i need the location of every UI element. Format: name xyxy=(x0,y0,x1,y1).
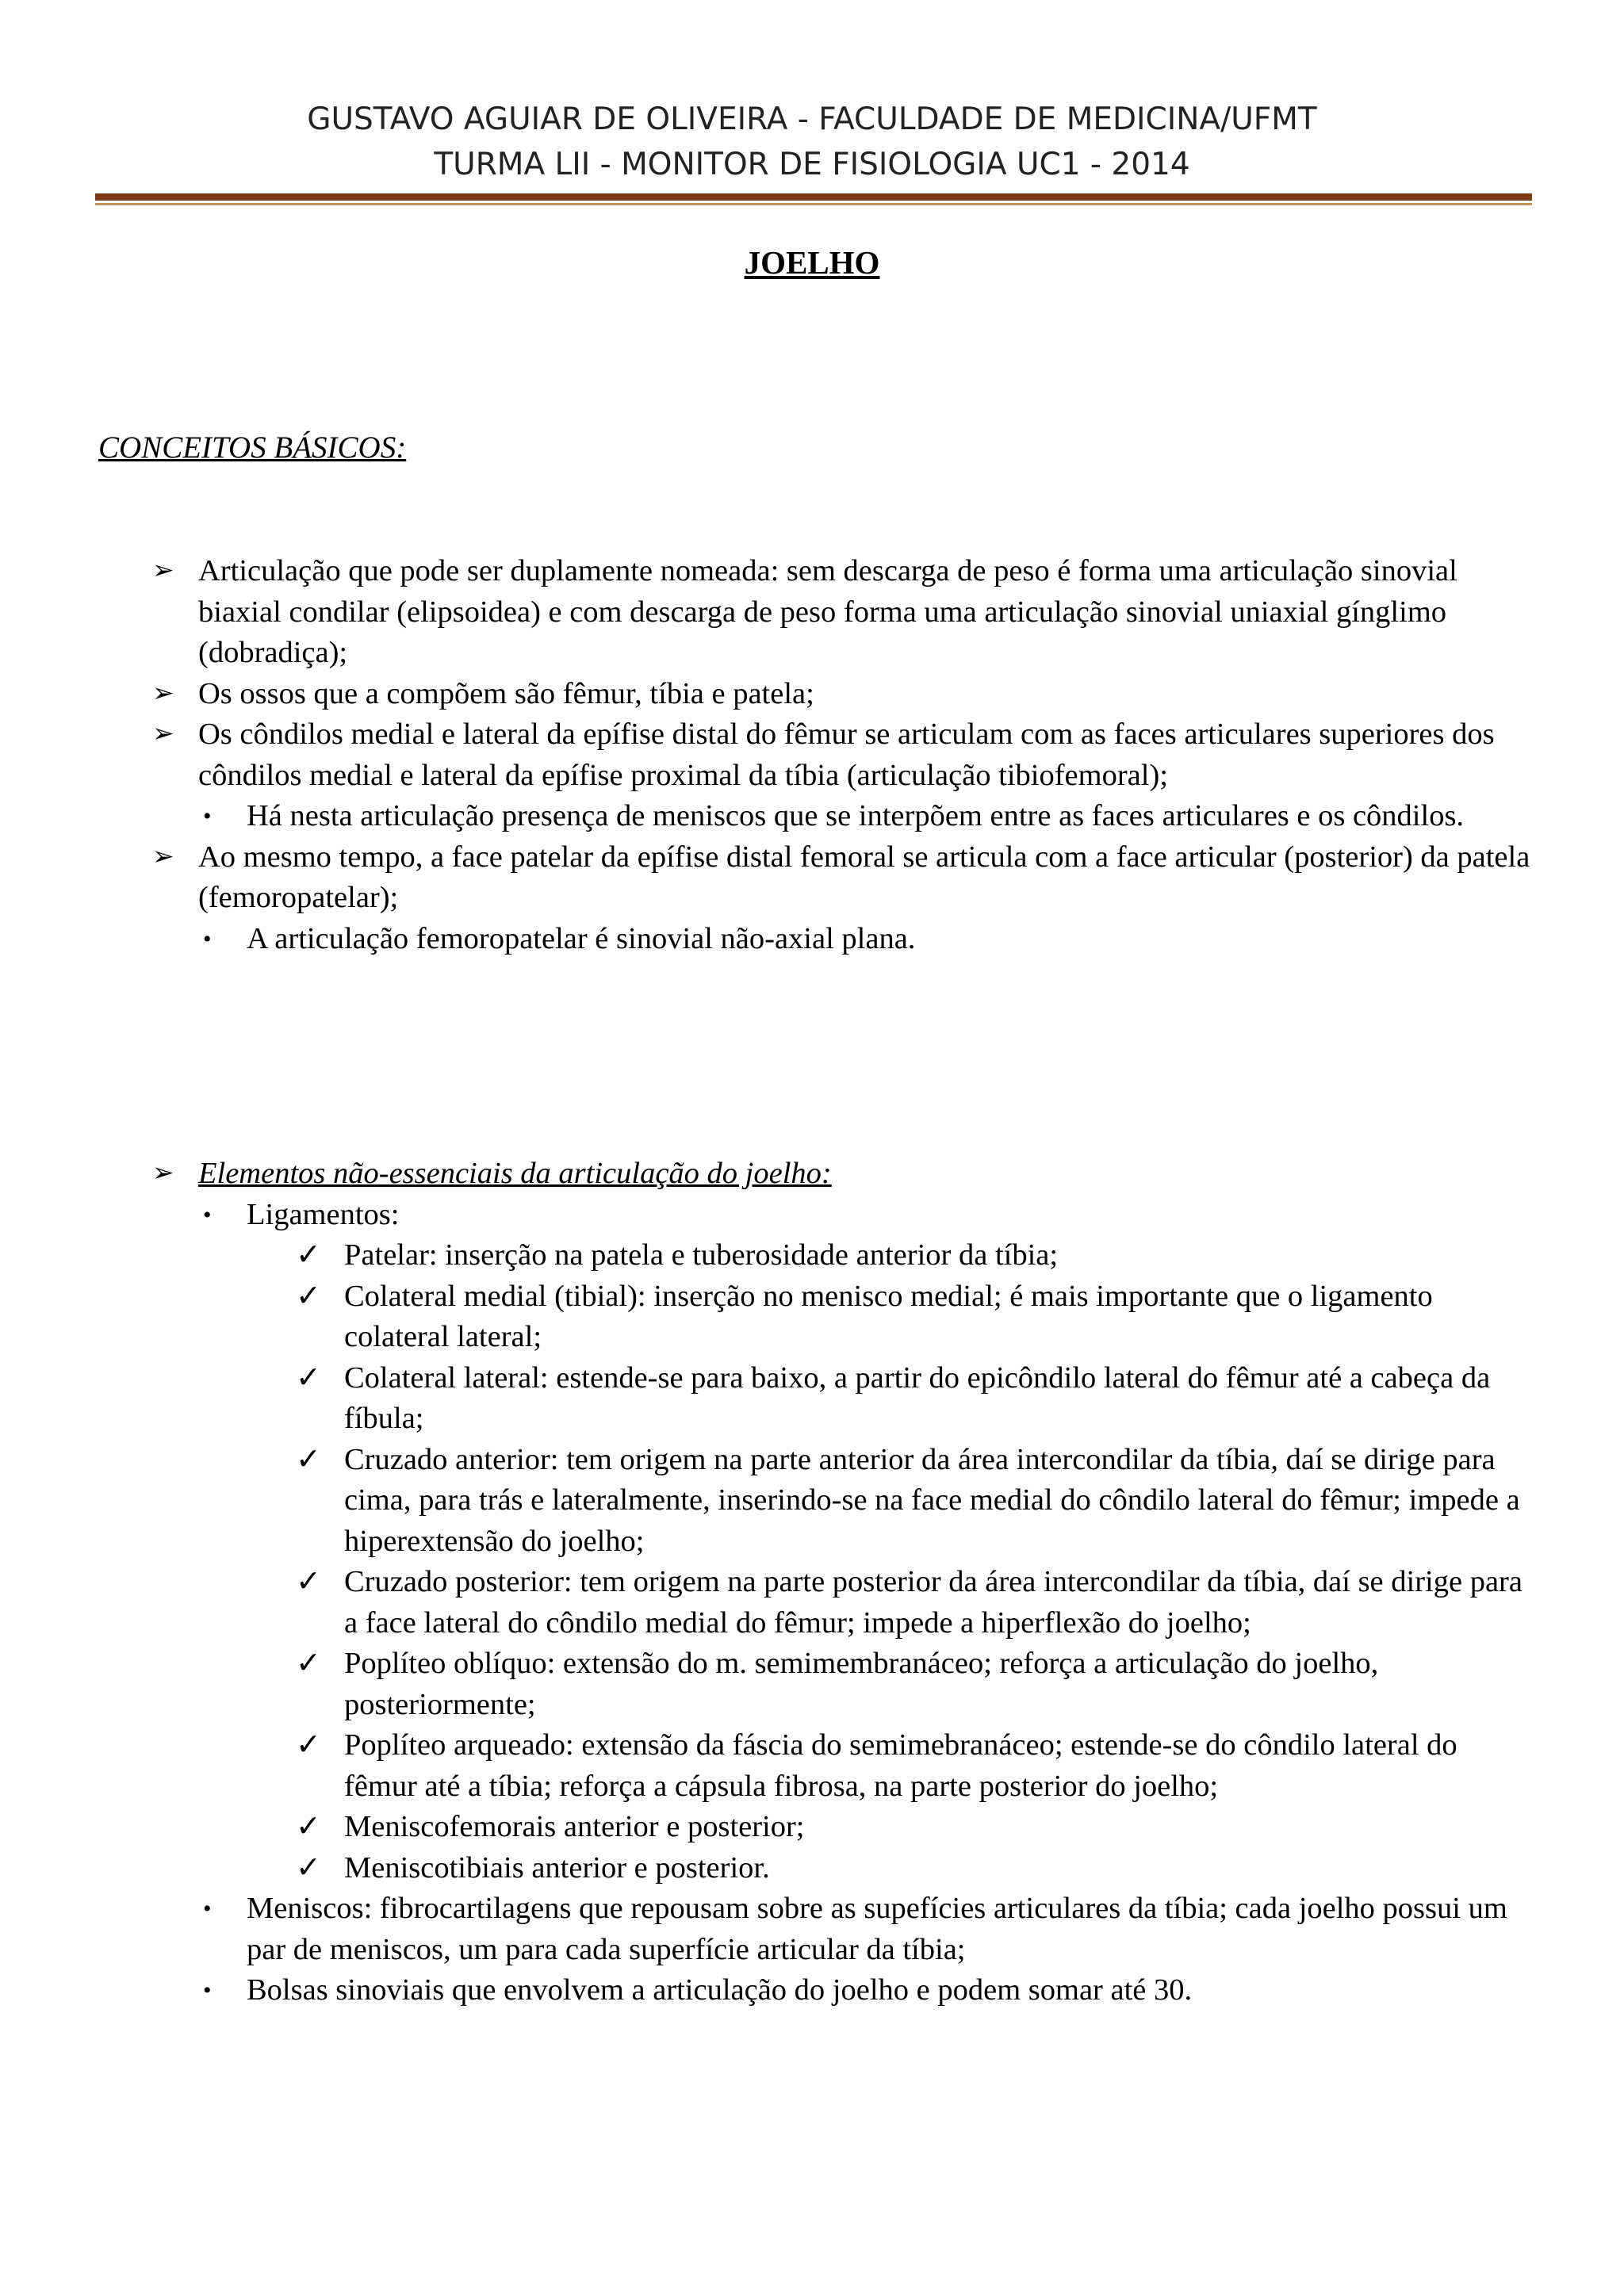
list-item: ➢ Ao mesmo tempo, a face patelar da epífise distal femoral se articula com a face articular (posterior) da patela (femoropatelar); xyxy=(0,837,1532,919)
check-icon: ✓ xyxy=(296,1850,321,1885)
arrow-bullet-icon: ➢ xyxy=(152,679,174,708)
list-item: • Meniscos: fibrocartilagens que repousam sobre as supefícies articulares da tíbia; cada joelho possui um par de meniscos, um para cada superfície articular da tíbia; xyxy=(0,1888,1532,1970)
list-item: • A articulação femoropatelar é sinovial não-axial plana. xyxy=(0,919,1532,960)
header-line-2: TURMA LII - MONITOR DE FISIOLOGIA UC1 - 2014 xyxy=(434,147,1190,182)
list-item: ✓ Poplíteo oblíquo: extensão do m. semimembranáceo; reforça a articulação do joelho, posteriormente; xyxy=(0,1644,1534,1725)
elementos-list xyxy=(0,1154,1624,2011)
list-item: ✓ Cruzado anterior: tem origem na parte anterior da área intercondilar da tíbia, daí se dirige para cima, para trás e lateralmente, inserindo-se na face medial do côndilo lateral do fêmur; impede a hiperextensão do joelho; xyxy=(0,1440,1534,1563)
list-item: ✓ Cruzado posterior: tem origem na parte posterior da área intercondilar da tíbia, daí se dirige para a face lateral do côndilo medial do fêmur; impede a hiperflexão do joelho; xyxy=(0,1562,1534,1644)
dot-bullet-icon: • xyxy=(203,1201,212,1228)
check-icon: ✓ xyxy=(296,1442,321,1476)
check-icon: ✓ xyxy=(296,1238,321,1272)
list-item: ✓ Colateral medial (tibial): inserção no menisco medial; é mais importante que o ligamento colateral lateral; xyxy=(0,1276,1534,1358)
arrow-bullet-icon: ➢ xyxy=(152,1159,174,1188)
check-icon: ✓ xyxy=(296,1647,321,1680)
list-item: ✓ Colateral lateral: estende-se para baixo, a partir do epicôndilo lateral do fêmur até a cabeça da fíbula; xyxy=(0,1358,1534,1440)
list-item: ✓ Meniscotibiais anterior e posterior. xyxy=(0,1848,1534,1889)
arrow-bullet-icon: ➢ xyxy=(152,720,174,748)
header-line-1: GUSTAVO AGUIAR DE OLIVEIRA - FACULDADE DE MEDICINA/UFMT xyxy=(307,101,1317,137)
check-icon: ✓ xyxy=(296,1565,321,1598)
dot-bullet-icon: • xyxy=(203,803,212,829)
page-title: JOELHO xyxy=(744,244,880,281)
dot-bullet-icon: • xyxy=(203,1977,212,2003)
header-rule-thick xyxy=(95,193,1532,201)
dot-bullet-icon: • xyxy=(203,1896,212,1922)
list-item: ✓ Patelar: inserção na patela e tuberosidade anterior da tíbia; xyxy=(0,1235,1534,1276)
arrow-bullet-icon: ➢ xyxy=(152,842,174,871)
list-item: • Bolsas sinoviais que envolvem a articulação do joelho e podem somar até 30. xyxy=(0,1970,1532,2011)
section-heading-elementos: ➢ Elementos não-essenciais da articulação do joelho: xyxy=(0,1154,1532,1195)
section-heading-conceitos: CONCEITOS BÁSICOS: xyxy=(98,430,407,465)
check-icon: ✓ xyxy=(296,1360,321,1395)
list-item: ➢ Os côndilos medial e lateral da epífise distal do fêmur se articulam com as faces articulares superiores dos côndilos medial e lateral da epífise proximal da tíbia (articulação tibiofemoral); xyxy=(0,714,1532,796)
check-icon: ✓ xyxy=(296,1810,321,1843)
dot-bullet-icon: • xyxy=(203,925,212,952)
header-rule-thin xyxy=(95,203,1532,205)
conceitos-list xyxy=(0,551,1624,959)
list-item: ➢ Os ossos que a compõem são fêmur, tíbia e patela; xyxy=(0,674,1532,715)
list-item: ➢ Articulação que pode ser duplamente nomeada: sem descarga de peso é forma uma articulação sinovial biaxial condilar (elipsoidea) e com descarga de peso forma uma articulação sinovial uniaxial gínglimo (dobradiça); xyxy=(0,551,1532,674)
arrow-bullet-icon: ➢ xyxy=(152,557,174,585)
list-item: • Há nesta articulação presença de meniscos que se interpõem entre as faces articulares e os côndilos. xyxy=(0,796,1532,837)
check-icon: ✓ xyxy=(296,1728,321,1762)
list-item: ✓ Poplíteo arqueado: extensão da fáscia do semimebranáceo; estende-se do côndilo lateral do fêmur até a tíbia; reforça a cápsula fibrosa, na parte posterior do joelho; xyxy=(0,1725,1534,1807)
list-item: • Ligamentos: xyxy=(0,1195,1532,1236)
check-icon: ✓ xyxy=(296,1279,321,1313)
list-item: ✓ Meniscofemorais anterior e posterior; xyxy=(0,1807,1534,1848)
